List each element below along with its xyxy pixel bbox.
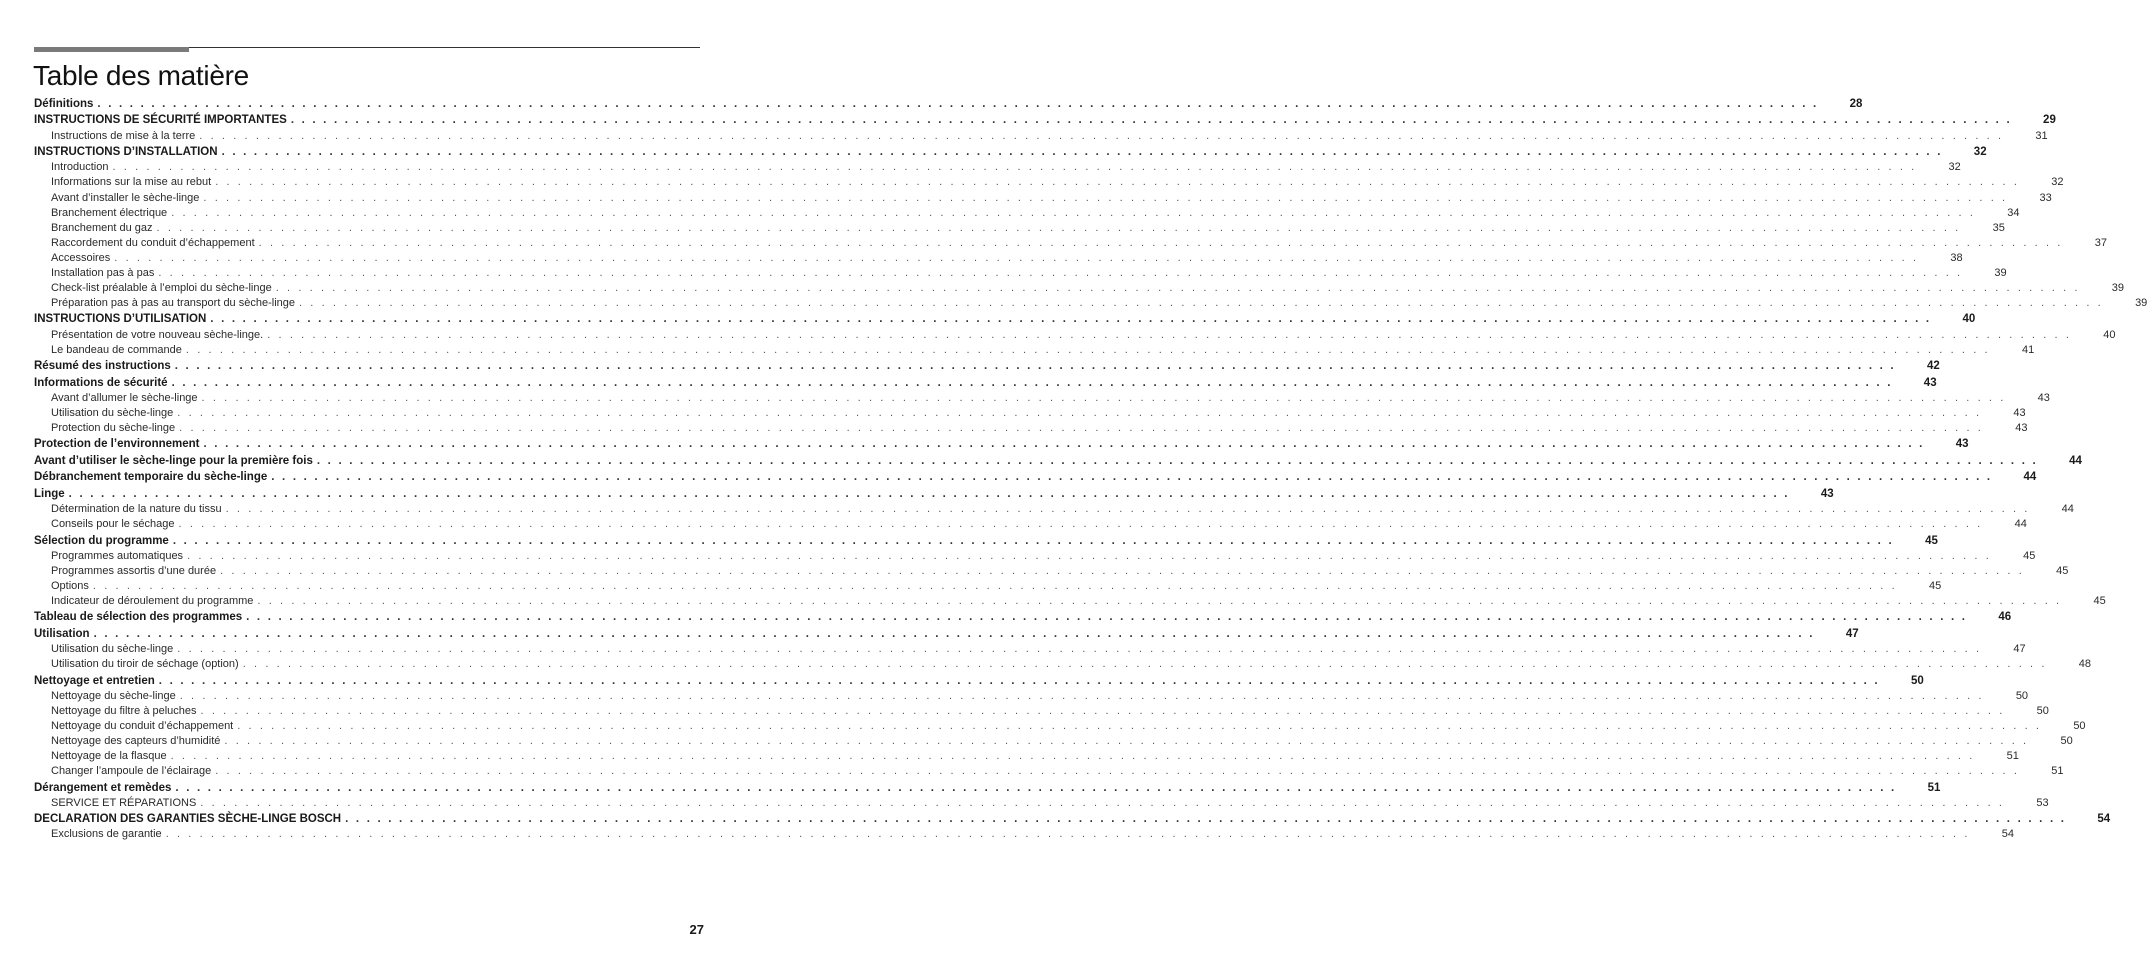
toc-subsection[interactable] — [34, 421, 2028, 436]
toc-section[interactable] — [34, 627, 1859, 642]
toc-leader-dots: . . . . . . . . . . . . . . . . . . . . . . . . . . . . . . . . . . . . . . . . . . . . . . . . . . . . . . . . . . . . . . . . . . . . . . . . . . . . . . . . . . . . . . . . . . . . . . . . . . . . . . . . . . . . . . . . . . . . . . . . . . . . . . . . . . . . . . . . . . . . . . . . . . . . . . . . . . . . . . . . — [258, 236, 2063, 249]
toc-label: Avant d’installer le sèche-linge — [51, 191, 203, 206]
toc-leader-dots: . . . . . . . . . . . . . . . . . . . . . . . . . . . . . . . . . . . . . . . . . . . . . . . . . . . . . . . . . . . . . . . . . . . . . . . . . . . . . . . . . . . . . . . . . . . . . . . . . . . . . . . . . . . . . . . . . . . . . . . . . . . . . . . . . . . . . . . . . . . . . . . . . . . . . . . . . . . . . . . . — [225, 503, 2030, 516]
toc-leader-dots: . . . . . . . . . . . . . . . . . . . . . . . . . . . . . . . . . . . . . . . . . . . . . . . . . . . . . . . . . . . . . . . . . . . . . . . . . . . . . . . . . . . . . . . . . . . . . . . . . . . . . . . . . . . . . . . . . . . . . . . . . . . . . . . . . . . . . . . . . . . . . . . . . . . . . . . . . . . . . . . . — [156, 221, 1961, 234]
toc-label: Instructions de mise à la terre — [51, 129, 199, 144]
toc-page-number: 31 — [2035, 129, 2048, 142]
toc-label: Nettoyage et entretien — [34, 674, 159, 689]
toc-subsection[interactable] — [34, 749, 2019, 764]
toc-leader-dots: . . . . . . . . . . . . . . . . . . . . . . . . . . . . . . . . . . . . . . . . . . . . . . . . . . . . . . . . . . . . . . . . . . . . . . . . . . . . . . . . . . . . . . . . . . . . . . . . . . . . . . . . . . . . . . . . . . . . . . . . . . . . . . . . . . . . . . . . . . . . . . . . . . . . . . . . . . . . . . . . — [200, 704, 2005, 717]
toc-page-number: 33 — [2039, 191, 2052, 204]
toc-page-number: 51 — [2051, 765, 2064, 778]
toc-leader-dots: . . . . . . . . . . . . . . . . . . . . . . . . . . . . . . . . . . . . . . . . . . . . . . . . . . . . . . . . . . . . . . . . . . . . . . . . . . . . . . . . . . . . . . . . . . . . . . . . . . . . . . . . . . . . . . . . . . . . . . . . . . . . . . . . . . . . . . . . . . . . . . . . . . . . . . . . . . . . . . . . — [290, 114, 2012, 127]
toc-subsection[interactable] — [34, 719, 2086, 734]
toc-label: Programmes automatiques — [51, 549, 187, 564]
toc-page-number: 54 — [2001, 828, 2014, 841]
toc-subsection[interactable] — [34, 266, 2007, 281]
toc-leader-dots: . . . . . . . . . . . . . . . . . . . . . . . . . . . . . . . . . . . . . . . . . . . . . . . . . . . . . . . . . . . . . . . . . . . . . . . . . . . . . . . . . . . . . . . . . . . . . . . . . . . . . . . . . . . . . . . . . . . . . . . . . . . . . . . . . . . . . . . . . . . . . . . . . . . . . . . . . . . . . . . . — [114, 251, 1919, 264]
toc-page-number: 45 — [1928, 580, 1942, 593]
toc-leader-dots: . . . . . . . . . . . . . . . . . . . . . . . . . . . . . . . . . . . . . . . . . . . . . . . . . . . . . . . . . . . . . . . . . . . . . . . . . . . . . . . . . . . . . . . . . . . . . . . . . . . . . . . . . . . . . . . . . . . . . . . . . . . . . . . . . . . . . . . . . . . . . . . . . . . . . . . . . . . . . . . . — [179, 689, 1985, 702]
toc-section[interactable] — [34, 781, 1941, 796]
toc-page-number: 32 — [1948, 161, 1961, 174]
toc-leader-dots: . . . . . . . . . . . . . . . . . . . . . . . . . . . . . . . . . . . . . . . . . . . . . . . . . . . . . . . . . . . . . . . . . . . . . . . . . . . . . . . . . . . . . . . . . . . . . . . . . . . . . . . . . . . . . . . . . . . . . . . . . . . . . . . . . . . . . . . . . . . . . . . . . . . . . . . . . . . . . . . . — [215, 176, 2020, 189]
toc-leader-dots: . . . . . . . . . . . . . . . . . . . . . . . . . . . . . . . . . . . . . . . . . . . . . . . . . . . . . . . . . . . . . . . . . . . . . . . . . . . . . . . . . . . . . . . . . . . . . . . . . . . . . . . . . . . . . . . . . . . . . . . . . . . . . . . . . . . . . . . . . . . . . . . . . . . . . . . . . . . . . . . . — [237, 720, 2042, 733]
toc-leader-dots: . . . . . . . . . . . . . . . . . . . . . . . . . . . . . . . . . . . . . . . . . . . . . . . . . . . . . . . . . . . . . . . . . . . . . . . . . . . . . . . . . . . . . . . . . . . . . . . . . . . . . . . . . . . . . . . . . . . . . . . . . . . . . . . . . . . . . . . . . . . . . . . . . . . . . . . . . . . . . . . . — [165, 828, 1970, 841]
toc-page-number: 32 — [1973, 146, 1987, 159]
toc-label: Check-list préalable à l’emploi du sèche-linge — [51, 281, 276, 296]
toc-label: INSTRUCTIONS D’INSTALLATION — [34, 145, 222, 160]
toc-section[interactable] — [34, 437, 1969, 452]
toc-page-number: 42 — [1927, 360, 1940, 373]
toc-page-number: 45 — [2093, 595, 2106, 608]
toc-subsection[interactable] — [34, 328, 2116, 343]
toc-leader-dots: . . . . . . . . . . . . . . . . . . . . . . . . . . . . . . . . . . . . . . . . . . . . . . . . . . . . . . . . . . . . . . . . . . . . . . . . . . . . . . . . . . . . . . . . . . . . . . . . . . . . . . . . . . . . . . . . . . . . . . . . . . . . . . . . . . . . . . . . . . . . . . . . . . . . . . . . . . . . . . . . — [187, 549, 1992, 562]
toc-label: Nettoyage de la flasque — [51, 749, 171, 764]
toc-page-number: 39 — [1994, 267, 2007, 280]
toc-page-number: 44 — [2061, 503, 2074, 516]
toc-label: Informations de sécurité — [34, 376, 172, 391]
toc-leader-dots: . . . . . . . . . . . . . . . . . . . . . . . . . . . . . . . . . . . . . . . . . . . . . . . . . . . . . . . . . . . . . . . . . . . . . . . . . . . . . . . . . . . . . . . . . . . . . . . . . . . . . . . . . . . . . . . . . . . . . . . . . . . . . . . . . . . . . . . . . . . . . . . . . . . . . . . . . . . . . . . . — [220, 564, 2025, 577]
toc-label: Le bandeau de commande — [51, 343, 186, 358]
toc-page-number: 40 — [2103, 328, 2116, 341]
toc-section[interactable] — [34, 470, 2037, 485]
toc-label: Protection du sèche-linge — [51, 421, 179, 436]
toc-section[interactable] — [34, 674, 1924, 689]
toc-leader-dots: . . . . . . . . . . . . . . . . . . . . . . . . . . . . . . . . . . . . . . . . . . . . . . . . . . . . . . . . . . . . . . . . . . . . . . . . . . . . . . . . . . . . . . . . . . . . . . . . . . . . . . . . . . . . . . . . . . . . . . . . . . . . . . . . . . . . . . . . . . . . . . . . . . . . . . . . . . . . . . . . — [172, 534, 1894, 547]
toc-label: DECLARATION DES GARANTIES SÈCHE-LINGE BOSCH — [34, 812, 345, 827]
toc-page-number: 50 — [2073, 720, 2086, 733]
toc-page-number: 46 — [1998, 611, 2012, 624]
toc-label: Tableau de sélection des programmes — [34, 610, 246, 625]
toc-subsection[interactable] — [34, 689, 2029, 704]
toc-leader-dots: . . . . . . . . . . . . . . . . . . . . . . . . . . . . . . . . . . . . . . . . . . . . . . . . . . . . . . . . . . . . . . . . . . . . . . . . . . . . . . . . . . . . . . . . . . . . . . . . . . . . . . . . . . . . . . . . . . . . . . . . . . . . . . . . . . . . . . . . . . . . . . . . . . . . . . . . . . . . . . . . — [178, 518, 1983, 531]
toc-subsection[interactable] — [34, 796, 2049, 811]
toc-subsection[interactable] — [34, 343, 2035, 358]
toc-label: Protection de l’environnement — [34, 437, 204, 452]
toc-label: Accessoires — [51, 251, 114, 266]
toc-page-number: 41 — [2021, 343, 2035, 356]
toc-leader-dots: . . . . . . . . . . . . . . . . . . . . . . . . . . . . . . . . . . . . . . . . . . . . . . . . . . . . . . . . . . . . . . . . . . . . . . . . . . . . . . . . . . . . . . . . . . . . . . . . . . . . . . . . . . . . . . . . . . . . . . . . . . . . . . . . . . . . . . . . . . . . . . . . . . . . . . . . . . . . . . . . — [246, 611, 1968, 624]
toc-label: Programmes assortis d’une durée — [51, 564, 220, 579]
toc-leader-dots: . . . . . . . . . . . . . . . . . . . . . . . . . . . . . . . . . . . . . . . . . . . . . . . . . . . . . . . . . . . . . . . . . . . . . . . . . . . . . . . . . . . . . . . . . . . . . . . . . . . . . . . . . . . . . . . . . . . . . . . . . . . . . . . . . . . . . . . . . . . . . . . . . . . . . . . . . . . . . . . . — [171, 206, 1976, 219]
toc-label: Dérangement et remèdes — [34, 781, 175, 796]
toc-leader-dots: . . . . . . . . . . . . . . . . . . . . . . . . . . . . . . . . . . . . . . . . . . . . . . . . . . . . . . . . . . . . . . . . . . . . . . . . . . . . . . . . . . . . . . . . . . . . . . . . . . . . . . . . . . . . . . . . . . . . . . . . . . . . . . . . . . . . . . . . . . . . . . . . . . . . . . . . . . . . . . . . — [210, 313, 1932, 326]
toc-page-number: 54 — [2097, 813, 2111, 826]
toc-leader-dots: . . . . . . . . . . . . . . . . . . . . . . . . . . . . . . . . . . . . . . . . . . . . . . . . . . . . . . . . . . . . . . . . . . . . . . . . . . . . . . . . . . . . . . . . . . . . . . . . . . . . . . . . . . . . . . . . . . . . . . . . . . . . . . . . . . . . . . . . . . . . . . . . . . . . . . . . . . . . . . . . — [299, 297, 2104, 310]
toc-leader-dots: . . . . . . . . . . . . . . . . . . . . . . . . . . . . . . . . . . . . . . . . . . . . . . . . . . . . . . . . . . . . . . . . . . . . . . . . . . . . . . . . . . . . . . . . . . . . . . . . . . . . . . . . . . . . . . . . . . . . . . . . . . . . . . . . . . . . . . . . . . . . . . . . . . . . . . . . . . . . . . . . — [345, 813, 2067, 826]
toc-section[interactable] — [34, 145, 1987, 160]
page-number: 27 — [689, 922, 704, 937]
toc-label: Avant d’allumer le sèche-linge — [51, 391, 202, 406]
toc-subsection[interactable] — [34, 281, 2125, 296]
toc-label: Utilisation du sèche-linge — [51, 406, 177, 421]
toc-subsection[interactable] — [34, 175, 2064, 190]
toc-label: Raccordement du conduit d’échappement — [51, 236, 259, 251]
toc-label: Exclusions de garantie — [51, 827, 166, 842]
toc-page-number: 53 — [2036, 796, 2049, 809]
toc-leader-dots: . . . . . . . . . . . . . . . . . . . . . . . . . . . . . . . . . . . . . . . . . . . . . . . . . . . . . . . . . . . . . . . . . . . . . . . . . . . . . . . . . . . . . . . . . . . . . . . . . . . . . . . . . . . . . . . . . . . . . . . . . . . . . . . . . . . . . . . . . . . . . . . . . . . . . . . . . . . . . . . . — [177, 407, 1982, 420]
toc-page-number: 43 — [1955, 438, 1969, 451]
toc-page-number: 50 — [2036, 704, 2049, 717]
toc-page-number: 48 — [2078, 658, 2092, 671]
toc-page-number: 40 — [1962, 313, 1976, 326]
toc-subsection[interactable] — [34, 406, 2026, 421]
toc-page-number: 28 — [1849, 98, 1863, 110]
toc-page-number: 34 — [2007, 206, 2020, 219]
toc-page-number: 43 — [1923, 376, 1937, 389]
toc-page-number: 51 — [2006, 750, 2019, 763]
toc-subsection[interactable] — [34, 642, 2026, 657]
toc-page-number: 43 — [2013, 407, 2026, 420]
toc-section[interactable] — [34, 610, 2012, 625]
toc-label: Installation pas à pas — [51, 266, 158, 281]
toc-leader-dots: . . . . . . . . . . . . . . . . . . . . . . . . . . . . . . . . . . . . . . . . . . . . . . . . . . . . . . . . . . . . . . . . . . . . . . . . . . . . . . . . . . . . . . . . . . . . . . . . . . . . . . . . . . . . . . . . . . . . . . . . . . . . . . . . . . . . . . . . . . . . . . . . . . . . . . . . . . . . . . . . — [92, 580, 1898, 593]
toc-leader-dots: . . . . . . . . . . . . . . . . . . . . . . . . . . . . . . . . . . . . . . . . . . . . . . . . . . . . . . . . . . . . . . . . . . . . . . . . . . . . . . . . . . . . . . . . . . . . . . . . . . . . . . . . . . . . . . . . . . . . . . . . . . . . . . . . . . . . . . . . . . . . . . . . . . . . . . . . . . . . . . . . — [170, 750, 1975, 763]
toc-leader-dots: . . . . . . . . . . . . . . . . . . . . . . . . . . . . . . . . . . . . . . . . . . . . . . . . . . . . . . . . . . . . . . . . . . . . . . . . . . . . . . . . . . . . . . . . . . . . . . . . . . . . . . . . . . . . . . . . . . . . . . . . . . . . . . . . . . . . . . . . . . . . . . . . . . . . . . . . . . . . . . . . — [267, 328, 2072, 341]
toc-label: SERVICE ET RÉPARATIONS — [51, 796, 200, 811]
toc-leader-dots: . . . . . . . . . . . . . . . . . . . . . . . . . . . . . . . . . . . . . . . . . . . . . . . . . . . . . . . . . . . . . . . . . . . . . . . . . . . . . . . . . . . . . . . . . . . . . . . . . . . . . . . . . . . . . . . . . . . . . . . . . . . . . . . . . . . . . . . . . . . . . . . . . . . . . . . . . . . . . . . . — [224, 735, 2029, 748]
toc-label: Résumé des instructions — [34, 359, 175, 374]
toc-label: Utilisation du sèche-linge — [51, 642, 177, 657]
toc-leader-dots: . . . . . . . . . . . . . . . . . . . . . . . . . . . . . . . . . . . . . . . . . . . . . . . . . . . . . . . . . . . . . . . . . . . . . . . . . . . . . . . . . . . . . . . . . . . . . . . . . . . . . . . . . . . . . . . . . . . . . . . . . . . . . . . . . . . . . . . . . . . . . . . . . . . . . . . . . . . . . . . . — [185, 343, 1991, 356]
toc-subsection[interactable] — [34, 827, 2014, 842]
toc-subsection[interactable] — [34, 657, 2092, 672]
toc-subsection[interactable] — [34, 517, 2027, 532]
toc-leader-dots: . . . . . . . . . . . . . . . . . . . . . . . . . . . . . . . . . . . . . . . . . . . . . . . . . . . . . . . . . . . . . . . . . . . . . . . . . . . . . . . . . . . . . . . . . . . . . . . . . . . . . . . . . . . . . . . . . . . . . . . . . . . . . . . . . . . . . . . . . . . . . . . . . . . . . . . . . . . . . . . . — [158, 674, 1880, 687]
toc-page-number: 39 — [2135, 297, 2147, 310]
toc-label: Préparation pas à pas au transport du sèche-linge — [51, 296, 299, 311]
toc-label: Utilisation — [34, 627, 94, 642]
toc-subsection[interactable] — [34, 206, 2020, 221]
toc-leader-dots: . . . . . . . . . . . . . . . . . . . . . . . . . . . . . . . . . . . . . . . . . . . . . . . . . . . . . . . . . . . . . . . . . . . . . . . . . . . . . . . . . . . . . . . . . . . . . . . . . . . . . . . . . . . . . . . . . . . . . . . . . . . . . . . . . . . . . . . . . . . . . . . . . . . . . . . . . . . . . . . . — [177, 643, 1982, 656]
toc-leader-dots: . . . . . . . . . . . . . . . . . . . . . . . . . . . . . . . . . . . . . . . . . . . . . . . . . . . . . . . . . . . . . . . . . . . . . . . . . . . . . . . . . . . . . . . . . . . . . . . . . . . . . . . . . . . . . . . . . . . . . . . . . . . . . . . . . . . . . . . . . . . . . . . . . . . . . . . . . . . . . . . . — [275, 282, 2081, 295]
toc-leader-dots: . . . . . . . . . . . . . . . . . . . . . . . . . . . . . . . . . . . . . . . . . . . . . . . . . . . . . . . . . . . . . . . . . . . . . . . . . . . . . . . . . . . . . . . . . . . . . . . . . . . . . . . . . . . . . . . . . . . . . . . . . . . . . . . . . . . . . . . . . . . . . . . . . . . . . . . . . . . . . . . . — [215, 765, 2020, 778]
toc-leader-dots: . . . . . . . . . . . . . . . . . . . . . . . . . . . . . . . . . . . . . . . . . . . . . . . . . . . . . . . . . . . . . . . . . . . . . . . . . . . . . . . . . . . . . . . . . . . . . . . . . . . . . . . . . . . . . . . . . . . . . . . . . . . . . . . . . . . . . . . . . . . . . . . . . . . . . . . . . . . . . . . . — [257, 595, 2062, 608]
toc-leader-dots: . . . . . . . . . . . . . . . . . . . . . . . . . . . . . . . . . . . . . . . . . . . . . . . . . . . . . . . . . . . . . . . . . . . . . . . . . . . . . . . . . . . . . . . . . . . . . . . . . . . . . . . . . . . . . . . . . . . . . . . . . . . . . . . . . . . . . . . . . . . . . . . . . . . . . . . . . . . . . . . . — [203, 438, 1925, 451]
toc-leader-dots: . . . . . . . . . . . . . . . . . . . . . . . . . . . . . . . . . . . . . . . . . . . . . . . . . . . . . . . . . . . . . . . . . . . . . . . . . . . . . . . . . . . . . . . . . . . . . . . . . . . . . . . . . . . . . . . . . . . . . . . . . . . . . . . . . . . . . . . . . . . . . . . . . . . . . . . . . . . . . . . . — [242, 658, 2048, 671]
toc-leader-dots: . . . . . . . . . . . . . . . . . . . . . . . . . . . . . . . . . . . . . . . . . . . . . . . . . . . . . . . . . . . . . . . . . . . . . . . . . . . . . . . . . . . . . . . . . . . . . . . . . . . . . . . . . . . . . . . . . . . . . . . . . . . . . . . . . . . . . . . . . . . . . . . . . . . . . . . . . . . . . . . . — [171, 376, 1893, 389]
toc-leader-dots: . . . . . . . . . . . . . . . . . . . . . . . . . . . . . . . . . . . . . . . . . . . . . . . . . . . . . . . . . . . . . . . . . . . . . . . . . . . . . . . . . . . . . . . . . . . . . . . . . . . . . . . . . . . . . . . . . . . . . . . . . . . . . . . . . . . . . . . . . . . . . . . . . . . . . . . . . . . . . . . . — [174, 360, 1896, 373]
toc-subsection[interactable] — [34, 251, 1963, 266]
toc-label: Informations sur la mise au rebut — [51, 175, 215, 190]
toc-page-number: 45 — [2023, 549, 2036, 562]
toc-subsection[interactable] — [34, 549, 2036, 564]
toc-leader-dots: . . . . . . . . . . . . . . . . . . . . . . . . . . . . . . . . . . . . . . . . . . . . . . . . . . . . . . . . . . . . . . . . . . . . . . . . . . . . . . . . . . . . . . . . . . . . . . . . . . . . . . . . . . . . . . . . . . . . . . . . . . . . . . . . . . . . . . . . . . . . . . . . . . . . . . . . . . . . . . . . — [316, 454, 2038, 467]
toc-label: Nettoyage du conduit d’échappement — [51, 719, 237, 734]
toc-page-number: 47 — [2013, 643, 2026, 656]
toc-leader-dots: . . . . . . . . . . . . . . . . . . . . . . . . . . . . . . . . . . . . . . . . . . . . . . . . . . . . . . . . . . . . . . . . . . . . . . . . . . . . . . . . . . . . . . . . . . . . . . . . . . . . . . . . . . . . . . . . . . . . . . . . . . . . . . . . . . . . . . . . . . . . . . . . . . . . . . . . . . . . . . . . — [200, 796, 2005, 809]
toc-subsection[interactable] — [34, 704, 2049, 719]
toc-page-number: 44 — [2014, 518, 2027, 531]
toc-subsection[interactable] — [34, 734, 2073, 749]
toc-label: Nettoyage du sèche-linge — [51, 689, 180, 704]
toc-page-number: 45 — [1925, 534, 1938, 547]
toc-subsection[interactable] — [34, 296, 2147, 311]
toc-page-number: 35 — [1992, 221, 2005, 234]
toc-label: Branchement du gaz — [51, 221, 157, 236]
toc-page-number: 37 — [2094, 236, 2107, 249]
toc-leader-dots: . . . . . . . . . . . . . . . . . . . . . . . . . . . . . . . . . . . . . . . . . . . . . . . . . . . . . . . . . . . . . . . . . . . . . . . . . . . . . . . . . . . . . . . . . . . . . . . . . . . . . . . . . . . . . . . . . . . . . . . . . . . . . . . . . . . . . . . . . . . . . . . . . . . . . . . . . . . . . . . . — [68, 487, 1790, 500]
toc-label: Options — [51, 579, 93, 594]
toc-subsection[interactable] — [34, 764, 2064, 779]
page-title: Table des matière — [33, 60, 249, 91]
toc-label: Nettoyage du filtre à peluches — [51, 704, 201, 719]
toc-leader-dots: . . . . . . . . . . . . . . . . . . . . . . . . . . . . . . . . . . . . . . . . . . . . . . . . . . . . . . . . . . . . . . . . . . . . . . . . . . . . . . . . . . . . . . . . . . . . . . . . . . . . . . . . . . . . . . . . . . . . . . . . . . . . . . . . . . . . . . . . . . . . . . . . . . . . . . . . . . . . . . . . — [175, 781, 1897, 794]
toc-section[interactable] — [34, 812, 2111, 827]
toc-leader-dots: . . . . . . . . . . . . . . . . . . . . . . . . . . . . . . . . . . . . . . . . . . . . . . . . . . . . . . . . . . . . . . . . . . . . . . . . . . . . . . . . . . . . . . . . . . . . . . . . . . . . . . . . . . . . . . . . . . . . . . . . . . . . . . . . . . . . . . . . . . . . . . . . . . . . . . . . . . . . . . . . — [203, 191, 2008, 204]
toc-page-number: 50 — [2015, 689, 2029, 702]
toc-leader-dots: . . . . . . . . . . . . . . . . . . . . . . . . . . . . . . . . . . . . . . . . . . . . . . . . . . . . . . . . . . . . . . . . . . . . . . . . . . . . . . . . . . . . . . . . . . . . . . . . . . . . . . . . . . . . . . . . . . . . . . . . . . . . . . . . . . . . . . . . . . . . . . . . . . . . . . . . . . . . . . . . — [201, 391, 2006, 404]
toc-subsection[interactable] — [34, 191, 2052, 206]
toc-leader-dots: . . . . . . . . . . . . . . . . . . . . . . . . . . . . . . . . . . . . . . . . . . . . . . . . . . . . . . . . . . . . . . . . . . . . . . . . . . . . . . . . . . . . . . . . . . . . . . . . . . . . . . . . . . . . . . . . . . . . . . . . . . . . . . . . . . . . . . . . . . . . . . . . . . . . . . . . . . . . . . . . — [221, 146, 1943, 159]
toc-section[interactable] — [34, 487, 1834, 502]
toc-page-number: 47 — [1845, 627, 1859, 640]
toc-page-number: 38 — [1950, 251, 1963, 264]
toc-subsection[interactable] — [34, 221, 2005, 236]
toc-label: Détermination de la nature du tissu — [51, 502, 226, 517]
toc-subsection[interactable] — [34, 564, 2069, 579]
toc-page-number: 44 — [2069, 454, 2082, 467]
toc-label: Indicateur de déroulement du programme — [51, 594, 257, 609]
toc-page-number: 50 — [2060, 735, 2073, 748]
header-accent-bar — [34, 47, 189, 52]
toc-label: Branchement électrique — [51, 206, 171, 221]
toc-leader-dots: . . . . . . . . . . . . . . . . . . . . . . . . . . . . . . . . . . . . . . . . . . . . . . . . . . . . . . . . . . . . . . . . . . . . . . . . . . . . . . . . . . . . . . . . . . . . . . . . . . . . . . . . . . . . . . . . . . . . . . . . . . . . . . . . . . . . . . . . . . . . . . . . . . . . . . . . . . . . . . . . — [158, 267, 1963, 280]
toc-page-number: 44 — [2023, 471, 2037, 484]
toc-leader-dots: . . . . . . . . . . . . . . . . . . . . . . . . . . . . . . . . . . . . . . . . . . . . . . . . . . . . . . . . . . . . . . . . . . . . . . . . . . . . . . . . . . . . . . . . . . . . . . . . . . . . . . . . . . . . . . . . . . . . . . . . . . . . . . . . . . . . . . . . . . . . . . . . . . . . . . . . . . . . . . . . — [199, 129, 2004, 142]
toc-page-number: 43 — [2015, 422, 2028, 435]
toc-page-number: 51 — [1927, 781, 1941, 794]
toc-section[interactable] — [34, 454, 2082, 469]
toc-label: Conseils pour le séchage — [51, 517, 179, 532]
toc-subsection[interactable] — [34, 579, 1942, 594]
toc-subsection[interactable] — [34, 236, 2107, 251]
toc-label: Présentation de votre nouveau sèche-linge. — [51, 328, 267, 343]
toc-page-number: 45 — [2056, 564, 2069, 577]
toc-subsection[interactable] — [34, 129, 2048, 144]
toc-label: Changer l’ampoule de l’éclairage — [51, 764, 215, 779]
toc-leader-dots: . . . . . . . . . . . . . . . . . . . . . . . . . . . . . . . . . . . . . . . . . . . . . . . . . . . . . . . . . . . . . . . . . . . . . . . . . . . . . . . . . . . . . . . . . . . . . . . . . . . . . . . . . . . . . . . . . . . . . . . . . . . . . . . . . . . . . . . . . . . . . . . . . . . . . . . . . . . . . . . . — [271, 471, 1993, 484]
toc-leader-dots: . . . . . . . . . . . . . . . . . . . . . . . . . . . . . . . . . . . . . . . . . . . . . . . . . . . . . . . . . . . . . . . . . . . . . . . . . . . . . . . . . . . . . . . . . . . . . . . . . . . . . . . . . . . . . . . . . . . . . . . . . . . . . . . . . . . . . . . . . . . . . . . . . . . . . . . . . . . . . . . . — [112, 161, 1917, 174]
toc-label: Débranchement temporaire du sèche-linge — [34, 470, 271, 485]
toc-page-number: 39 — [2111, 282, 2125, 295]
toc-leader-dots: . . . . . . . . . . . . . . . . . . . . . . . . . . . . . . . . . . . . . . . . . . . . . . . . . . . . . . . . . . . . . . . . . . . . . . . . . . . . . . . . . . . . . . . . . . . . . . . . . . . . . . . . . . . . . . . . . . . . . . . . . . . . . . . . . . . . . . . . . . . . . . . . . . . . . . . . . . . . . . . . — [93, 627, 1815, 640]
toc-page-number: 43 — [2037, 391, 2050, 404]
toc-leader-dots: . . . . . . . . . . . . . . . . . . . . . . . . . . . . . . . . . . . . . . . . . . . . . . . . . . . . . . . . . . . . . . . . . . . . . . . . . . . . . . . . . . . . . . . . . . . . . . . . . . . . . . . . . . . . . . . . . . . . . . . . . . . . . . . . . . . . . . . . . . . . . . . . . . . . . . . . . . . . . . . . — [179, 422, 1984, 435]
toc-section[interactable] — [34, 113, 2056, 128]
toc-label: Définitions — [34, 97, 97, 112]
toc-section[interactable] — [34, 312, 1976, 327]
toc-page-number: 32 — [2051, 176, 2064, 189]
toc-label: Nettoyage des capteurs d’humidité — [51, 734, 224, 749]
toc-section[interactable] — [34, 534, 1938, 549]
toc-leader-dots: . . . . . . . . . . . . . . . . . . . . . . . . . . . . . . . . . . . . . . . . . . . . . . . . . . . . . . . . . . . . . . . . . . . . . . . . . . . . . . . . . . . . . . . . . . . . . . . . . . . . . . . . . . . . . . . . . . . . . . . . . . . . . . . . . . . . . . . . . . . . . . . . . . . . . . . . . . . . . . . . — [97, 98, 1819, 110]
toc-label: Introduction — [51, 160, 112, 175]
toc-page-number: 29 — [2043, 114, 2056, 127]
toc-section[interactable] — [34, 97, 1863, 112]
table-of-contents — [34, 97, 2147, 843]
toc-subsection[interactable] — [34, 160, 1961, 175]
toc-label: INSTRUCTIONS DE SÉCURITÉ IMPORTANTES — [34, 113, 291, 128]
toc-subsection[interactable] — [34, 391, 2050, 406]
toc-label: INSTRUCTIONS D’UTILISATION — [34, 312, 210, 327]
toc-subsection[interactable] — [34, 502, 2074, 517]
toc-section[interactable] — [34, 359, 1940, 374]
toc-label: Utilisation du tiroir de séchage (option) — [51, 657, 243, 672]
toc-page-number: 50 — [1911, 674, 1924, 687]
toc-section[interactable] — [34, 376, 1937, 391]
toc-page-number: 43 — [1820, 487, 1834, 500]
toc-label: Sélection du programme — [34, 534, 173, 549]
toc-label: Linge — [34, 487, 69, 502]
toc-label: Avant d’utiliser le sèche-linge pour la première fois — [34, 454, 317, 469]
toc-subsection[interactable] — [34, 594, 2106, 609]
